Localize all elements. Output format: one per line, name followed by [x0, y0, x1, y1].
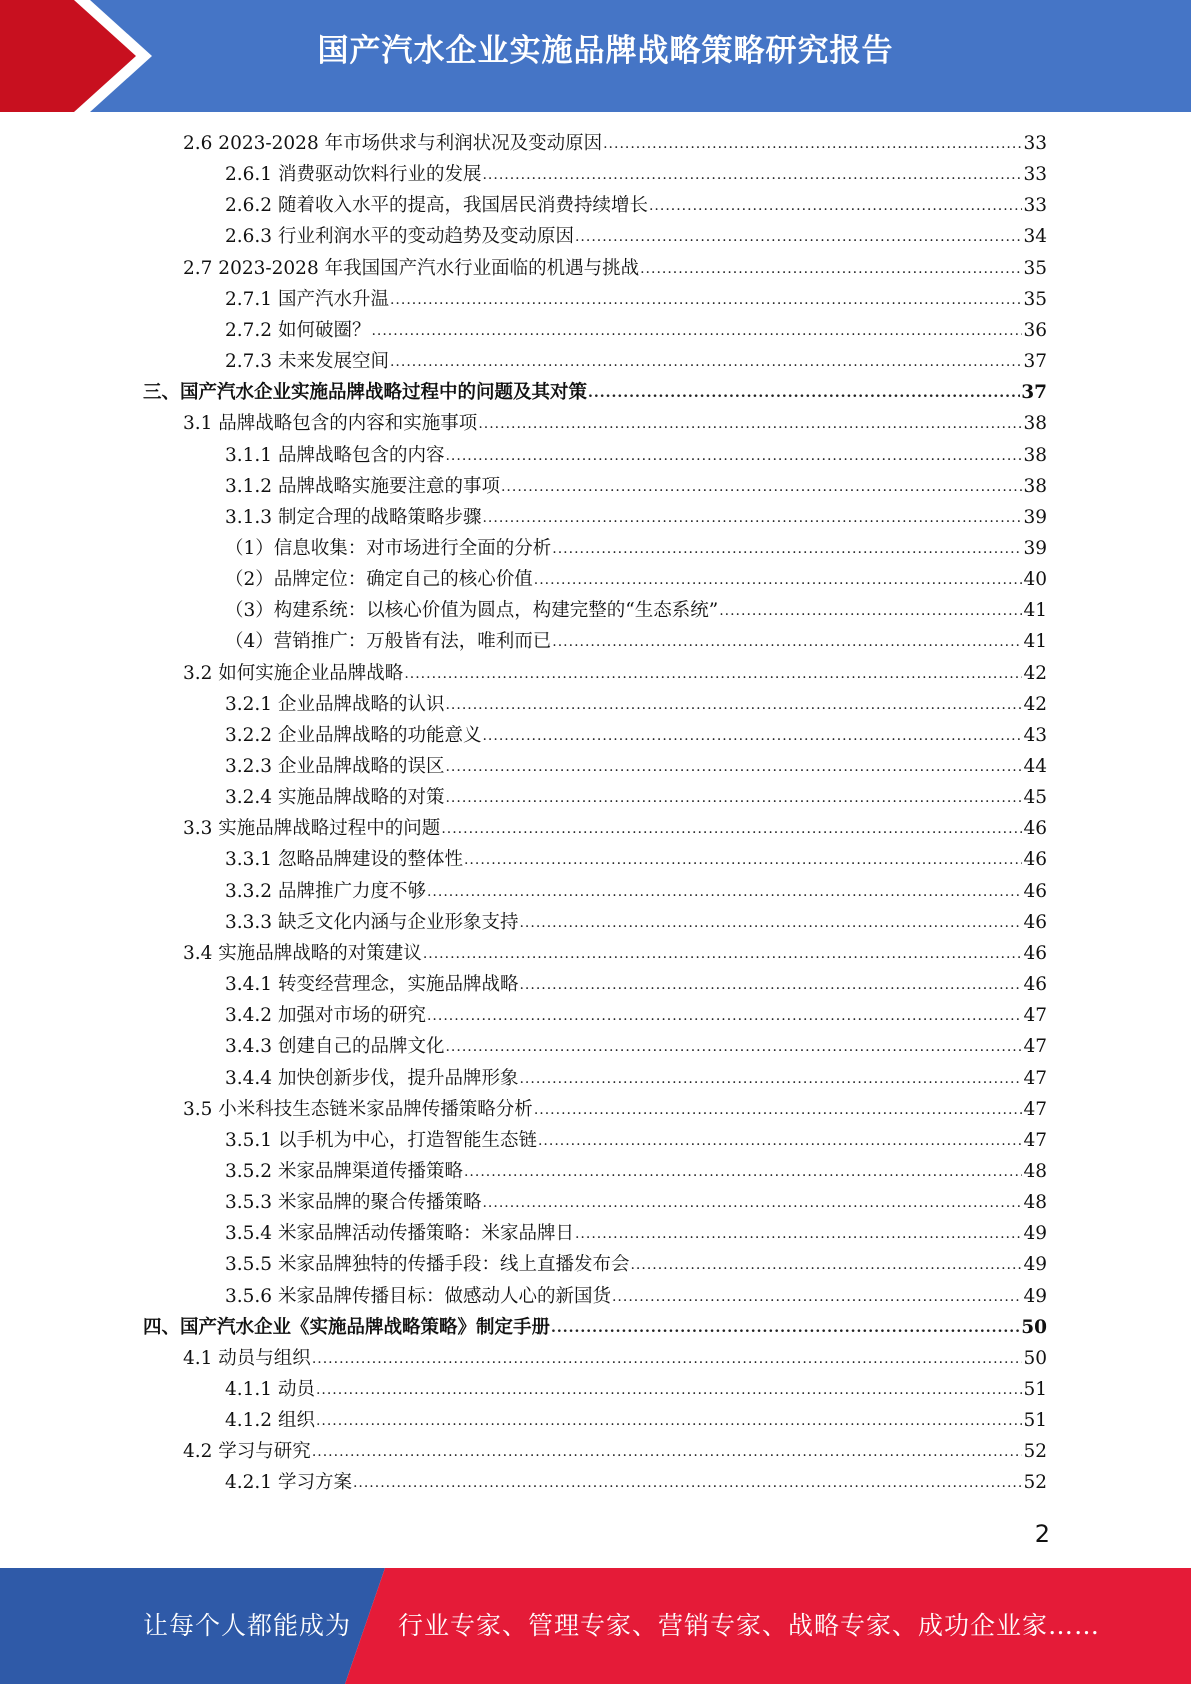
toc-dot-leader [353, 1468, 1023, 1499]
toc-entry-page: 45 [1023, 787, 1047, 809]
toc-entry-page: 48 [1023, 1192, 1047, 1214]
toc-entry-page: 42 [1023, 662, 1047, 684]
toc-entry-page: 37 [1023, 351, 1047, 373]
toc-dot-leader [482, 721, 1022, 752]
toc-entry-page: 50 [1021, 1316, 1047, 1338]
toc-entry[interactable] [225, 844, 1047, 875]
toc-entry-page: 47 [1023, 1098, 1047, 1120]
toc-entry-title: 3.1.2 品牌战略实施要注意的事项 [225, 475, 500, 497]
toc-entry[interactable] [225, 440, 1047, 471]
toc-dot-leader [445, 441, 1022, 472]
toc-entry[interactable] [225, 221, 1047, 252]
toc-entry-page: 47 [1023, 1067, 1047, 1089]
toc-entry-title: 2.6.2 随着收入水平的提高，我国居民消费持续增长 [225, 195, 648, 217]
toc-entry[interactable] [225, 1000, 1047, 1031]
toc-entry-page: 46 [1023, 911, 1047, 933]
toc-dot-leader [404, 659, 1022, 690]
toc-entry[interactable] [225, 1156, 1047, 1187]
toc-entry-title: 2.7 2023-2028 年我国国产汽水行业面临的机遇与挑战 [183, 257, 640, 279]
toc-entry-title: 3.5.4 米家品牌活动传播策略：米家品牌日 [225, 1223, 574, 1245]
toc-entry-title: 4.1.1 动员 [225, 1379, 315, 1400]
toc-entry-page: 35 [1023, 288, 1047, 310]
toc-dot-leader [316, 1406, 1023, 1437]
toc-entry[interactable] [225, 907, 1047, 938]
toc-entry[interactable] [225, 284, 1047, 315]
toc-entry-title: 2.6.1 消费驱动饮料行业的发展 [225, 164, 482, 186]
toc-dot-leader [519, 908, 1022, 939]
toc-entry-title: 4.2 学习与研究 [183, 1441, 311, 1463]
toc-dot-leader [630, 1250, 1022, 1281]
toc-dot-leader [575, 1219, 1022, 1250]
toc-entry-page: 49 [1023, 1223, 1047, 1245]
toc-entry-title: （3）构建系统：以核心价值为圆点，构建完整的“生态系统” [225, 600, 719, 622]
toc-entry[interactable] [225, 1063, 1047, 1094]
toc-dot-leader [464, 1157, 1022, 1188]
toc-dot-leader [612, 1282, 1022, 1313]
toc-entry[interactable] [225, 1187, 1047, 1218]
toc-entry-title: 3.5.1 以手机为中心，打造智能生态链 [225, 1129, 537, 1151]
toc-entry[interactable] [225, 1467, 1047, 1498]
toc-entry[interactable] [225, 969, 1047, 1000]
toc-entry[interactable] [225, 1031, 1047, 1062]
toc-entry-page: 51 [1023, 1379, 1047, 1400]
toc-dot-leader [478, 409, 1022, 440]
toc-dot-leader [464, 845, 1022, 876]
toc-entry[interactable] [225, 689, 1047, 720]
toc-entry[interactable] [225, 502, 1047, 533]
toc-dot-leader [312, 1437, 1023, 1468]
toc-entry-page: 34 [1023, 226, 1047, 248]
toc-dot-leader [482, 503, 1022, 534]
toc-entry-title: 4.1.2 组织 [225, 1410, 315, 1432]
toc-entry-title: 四、国产汽水企业《实施品牌战略策略》制定手册 [143, 1316, 551, 1338]
toc-entry-title: 4.1 动员与组织 [183, 1347, 311, 1369]
toc-entry[interactable] [225, 564, 1047, 595]
toc-entry-title: 3.4.1 转变经营理念，实施品牌战略 [225, 974, 519, 996]
toc-entry[interactable] [225, 471, 1047, 502]
toc-entry-page: 40 [1023, 569, 1047, 591]
toc-entry-title: 3.3.3 缺乏文化内涵与企业形象支持 [225, 911, 519, 933]
toc-dot-leader [534, 565, 1023, 596]
toc-entry-page: 38 [1023, 444, 1047, 466]
toc-entry-page: 37 [1021, 382, 1047, 404]
toc-entry[interactable] [183, 128, 1047, 159]
toc-entry[interactable] [225, 159, 1047, 190]
toc-dot-leader [501, 472, 1022, 503]
toc-entry-title: 3.4.3 创建自己的品牌文化 [225, 1036, 445, 1058]
toc-dot-leader [445, 783, 1022, 814]
toc-entry-page: 46 [1023, 849, 1047, 871]
toc-entry-title: 2.7.2 如何破圈？ [225, 319, 371, 341]
toc-entry-title: 3.2.1 企业品牌战略的认识 [225, 693, 445, 715]
toc-entry-page: 39 [1023, 506, 1047, 528]
toc-entry[interactable] [143, 1312, 1047, 1343]
toc-entry[interactable] [183, 938, 1047, 969]
toc-entry-title: 3.1.1 品牌战略包含的内容 [225, 444, 445, 466]
toc-entry-page: 41 [1023, 631, 1047, 653]
toc-entry[interactable] [225, 533, 1047, 564]
toc-entry-title: 4.2.1 学习方案 [225, 1472, 352, 1494]
toc-entry-page: 43 [1023, 724, 1047, 746]
toc-dot-leader [445, 690, 1022, 721]
toc-entry[interactable] [183, 253, 1047, 284]
toc-dot-leader [551, 1313, 1020, 1344]
toc-entry[interactable] [225, 595, 1047, 626]
page-footer [0, 1568, 1191, 1684]
toc-entry[interactable] [225, 1405, 1047, 1436]
toc-entry-page: 52 [1023, 1441, 1047, 1463]
toc-entry[interactable] [225, 1249, 1047, 1280]
toc-dot-leader [552, 627, 1022, 658]
toc-entry-title: 3.1.3 制定合理的战略策略步骤 [225, 506, 482, 528]
toc-entry[interactable] [225, 1281, 1047, 1312]
toc-dot-leader [371, 316, 1022, 347]
toc-dot-leader [390, 347, 1022, 378]
toc-dot-leader [482, 1188, 1022, 1219]
toc-dot-leader [534, 1095, 1023, 1126]
toc-entry[interactable] [225, 626, 1047, 657]
toc-entry[interactable] [225, 782, 1047, 813]
toc-entry[interactable] [225, 190, 1047, 221]
toc-entry[interactable] [143, 377, 1047, 408]
toc-entry-title: 3.5.2 米家品牌渠道传播策略 [225, 1160, 463, 1182]
toc-dot-leader [445, 1032, 1022, 1063]
toc-entry-page: 52 [1023, 1472, 1047, 1494]
footer-slogan-right: 行业专家、管理专家、营销专家、战略专家、成功企业家…… [398, 1611, 1101, 1640]
toc-entry[interactable] [183, 1094, 1047, 1125]
toc-entry[interactable] [183, 813, 1047, 844]
toc-dot-leader [390, 285, 1022, 316]
toc-dot-leader [719, 596, 1022, 627]
toc-entry-page: 33 [1023, 164, 1047, 186]
toc-entry[interactable] [183, 408, 1047, 439]
toc-dot-leader [312, 1344, 1023, 1375]
toc-entry-title: 3.4.2 加强对市场的研究 [225, 1005, 426, 1027]
toc-entry-page: 46 [1023, 974, 1047, 996]
toc-entry-page: 38 [1023, 475, 1047, 497]
toc-entry-page: 36 [1023, 319, 1047, 341]
toc-entry-page: 41 [1023, 600, 1047, 622]
toc-dot-leader [316, 1375, 1023, 1406]
toc-entry-page: 49 [1023, 1254, 1047, 1276]
toc-entry-page: 33 [1023, 133, 1047, 154]
toc-entry-page: 47 [1023, 1036, 1047, 1058]
toc-entry[interactable] [183, 658, 1047, 689]
toc-dot-leader [640, 254, 1022, 285]
toc-entry-page: 42 [1023, 693, 1047, 715]
toc-entry-title: 3.5.6 米家品牌传播目标：做感动人心的新国货 [225, 1285, 611, 1307]
toc-entry-title: 3.4.4 加快创新步伐，提升品牌形象 [225, 1067, 519, 1089]
toc-entry-title: 3.2.3 企业品牌战略的误区 [225, 756, 445, 777]
report-title: 国产汽水企业实施品牌战略策略研究报告 [317, 33, 894, 69]
toc-entry-title: 2.7.3 未来发展空间 [225, 351, 389, 373]
toc-entry[interactable] [225, 720, 1047, 751]
toc-entry[interactable] [225, 1125, 1047, 1156]
toc-entry[interactable] [225, 315, 1047, 346]
toc-dot-leader [519, 970, 1022, 1001]
toc-entry-page: 47 [1023, 1005, 1047, 1027]
toc-entry-title: 2.6.3 行业利润水平的变动趋势及变动原因 [225, 226, 574, 248]
toc-dot-leader [482, 160, 1022, 191]
toc-dot-leader [538, 1126, 1022, 1157]
toc-entry-title: 3.2.4 实施品牌战略的对策 [225, 787, 445, 809]
toc-entry-title: （4）营销推广：万般皆有法，唯利而已 [225, 631, 552, 653]
toc-entry-title: 3.3.1 忽略品牌建设的整体性 [225, 849, 463, 871]
toc-entry-title: 3.2 如何实施企业品牌战略 [183, 662, 404, 684]
toc-entry[interactable] [183, 1436, 1047, 1467]
toc-entry-title: （2）品牌定位：确定自己的核心价值 [225, 569, 533, 591]
toc-entry[interactable] [225, 1374, 1047, 1405]
toc-entry[interactable] [225, 751, 1047, 782]
toc-entry-page: 51 [1023, 1410, 1047, 1432]
toc-dot-leader [445, 752, 1022, 783]
toc-entry-title: 3.5.5 米家品牌独特的传播手段：线上直播发布会 [225, 1254, 630, 1276]
toc-dot-leader [441, 814, 1022, 845]
toc-entry-page: 48 [1023, 1160, 1047, 1182]
toc-entry-title: 3.5 小米科技生态链米家品牌传播策略分析 [183, 1098, 533, 1120]
toc-entry-title: 3.2.2 企业品牌战略的功能意义 [225, 724, 482, 746]
toc-entry-title: 3.5.3 米家品牌的聚合传播策略 [225, 1192, 482, 1214]
toc-entry-page: 46 [1023, 818, 1047, 840]
toc-entry-title: 2.6 2023-2028 年市场供求与利润状况及变动原因 [183, 133, 603, 154]
toc-dot-leader [588, 378, 1020, 409]
toc-entry-title: 三、国产汽水企业实施品牌战略过程中的问题及其对策 [143, 382, 588, 404]
toc-entry-title: 3.3.2 品牌推广力度不够 [225, 880, 426, 902]
toc-dot-leader [427, 1001, 1022, 1032]
toc-entry-page: 35 [1023, 257, 1047, 279]
toc-entry-page: 39 [1023, 537, 1047, 559]
toc-entry-page: 49 [1023, 1285, 1047, 1307]
toc-dot-leader [575, 222, 1022, 253]
toc-entry-page: 38 [1023, 413, 1047, 435]
toc-entry-title: 2.7.1 国产汽水升温 [225, 288, 389, 310]
toc-entry[interactable] [225, 876, 1047, 907]
toc-entry-title: 3.1 品牌战略包含的内容和实施事项 [183, 413, 478, 435]
page-number: 2 [1034, 1520, 1050, 1548]
toc-entry-page: 46 [1023, 942, 1047, 964]
toc-dot-leader [519, 1064, 1022, 1095]
toc-dot-leader [427, 877, 1022, 908]
toc-entry-page: 46 [1023, 880, 1047, 902]
toc-dot-leader [649, 191, 1022, 222]
toc-dot-leader [423, 939, 1023, 970]
toc-entry-title: （1）信息收集：对市场进行全面的分析 [225, 537, 552, 559]
toc-entry-page: 33 [1023, 195, 1047, 217]
toc-entry-page: 50 [1023, 1347, 1047, 1369]
toc-entry[interactable] [225, 346, 1047, 377]
toc-entry[interactable] [225, 1218, 1047, 1249]
footer-slogan-left: 让每个人都能成为 [143, 1611, 352, 1640]
toc-entry[interactable] [183, 1343, 1047, 1374]
toc-entry-title: 3.3 实施品牌战略过程中的问题 [183, 818, 441, 840]
toc-dot-leader [603, 129, 1022, 160]
toc-entry-page: 44 [1023, 756, 1047, 777]
toc-entry-title: 3.4 实施品牌战略的对策建议 [183, 942, 422, 964]
toc-dot-leader [552, 534, 1022, 565]
toc-entry-page: 47 [1023, 1129, 1047, 1151]
page-header [0, 0, 1191, 112]
